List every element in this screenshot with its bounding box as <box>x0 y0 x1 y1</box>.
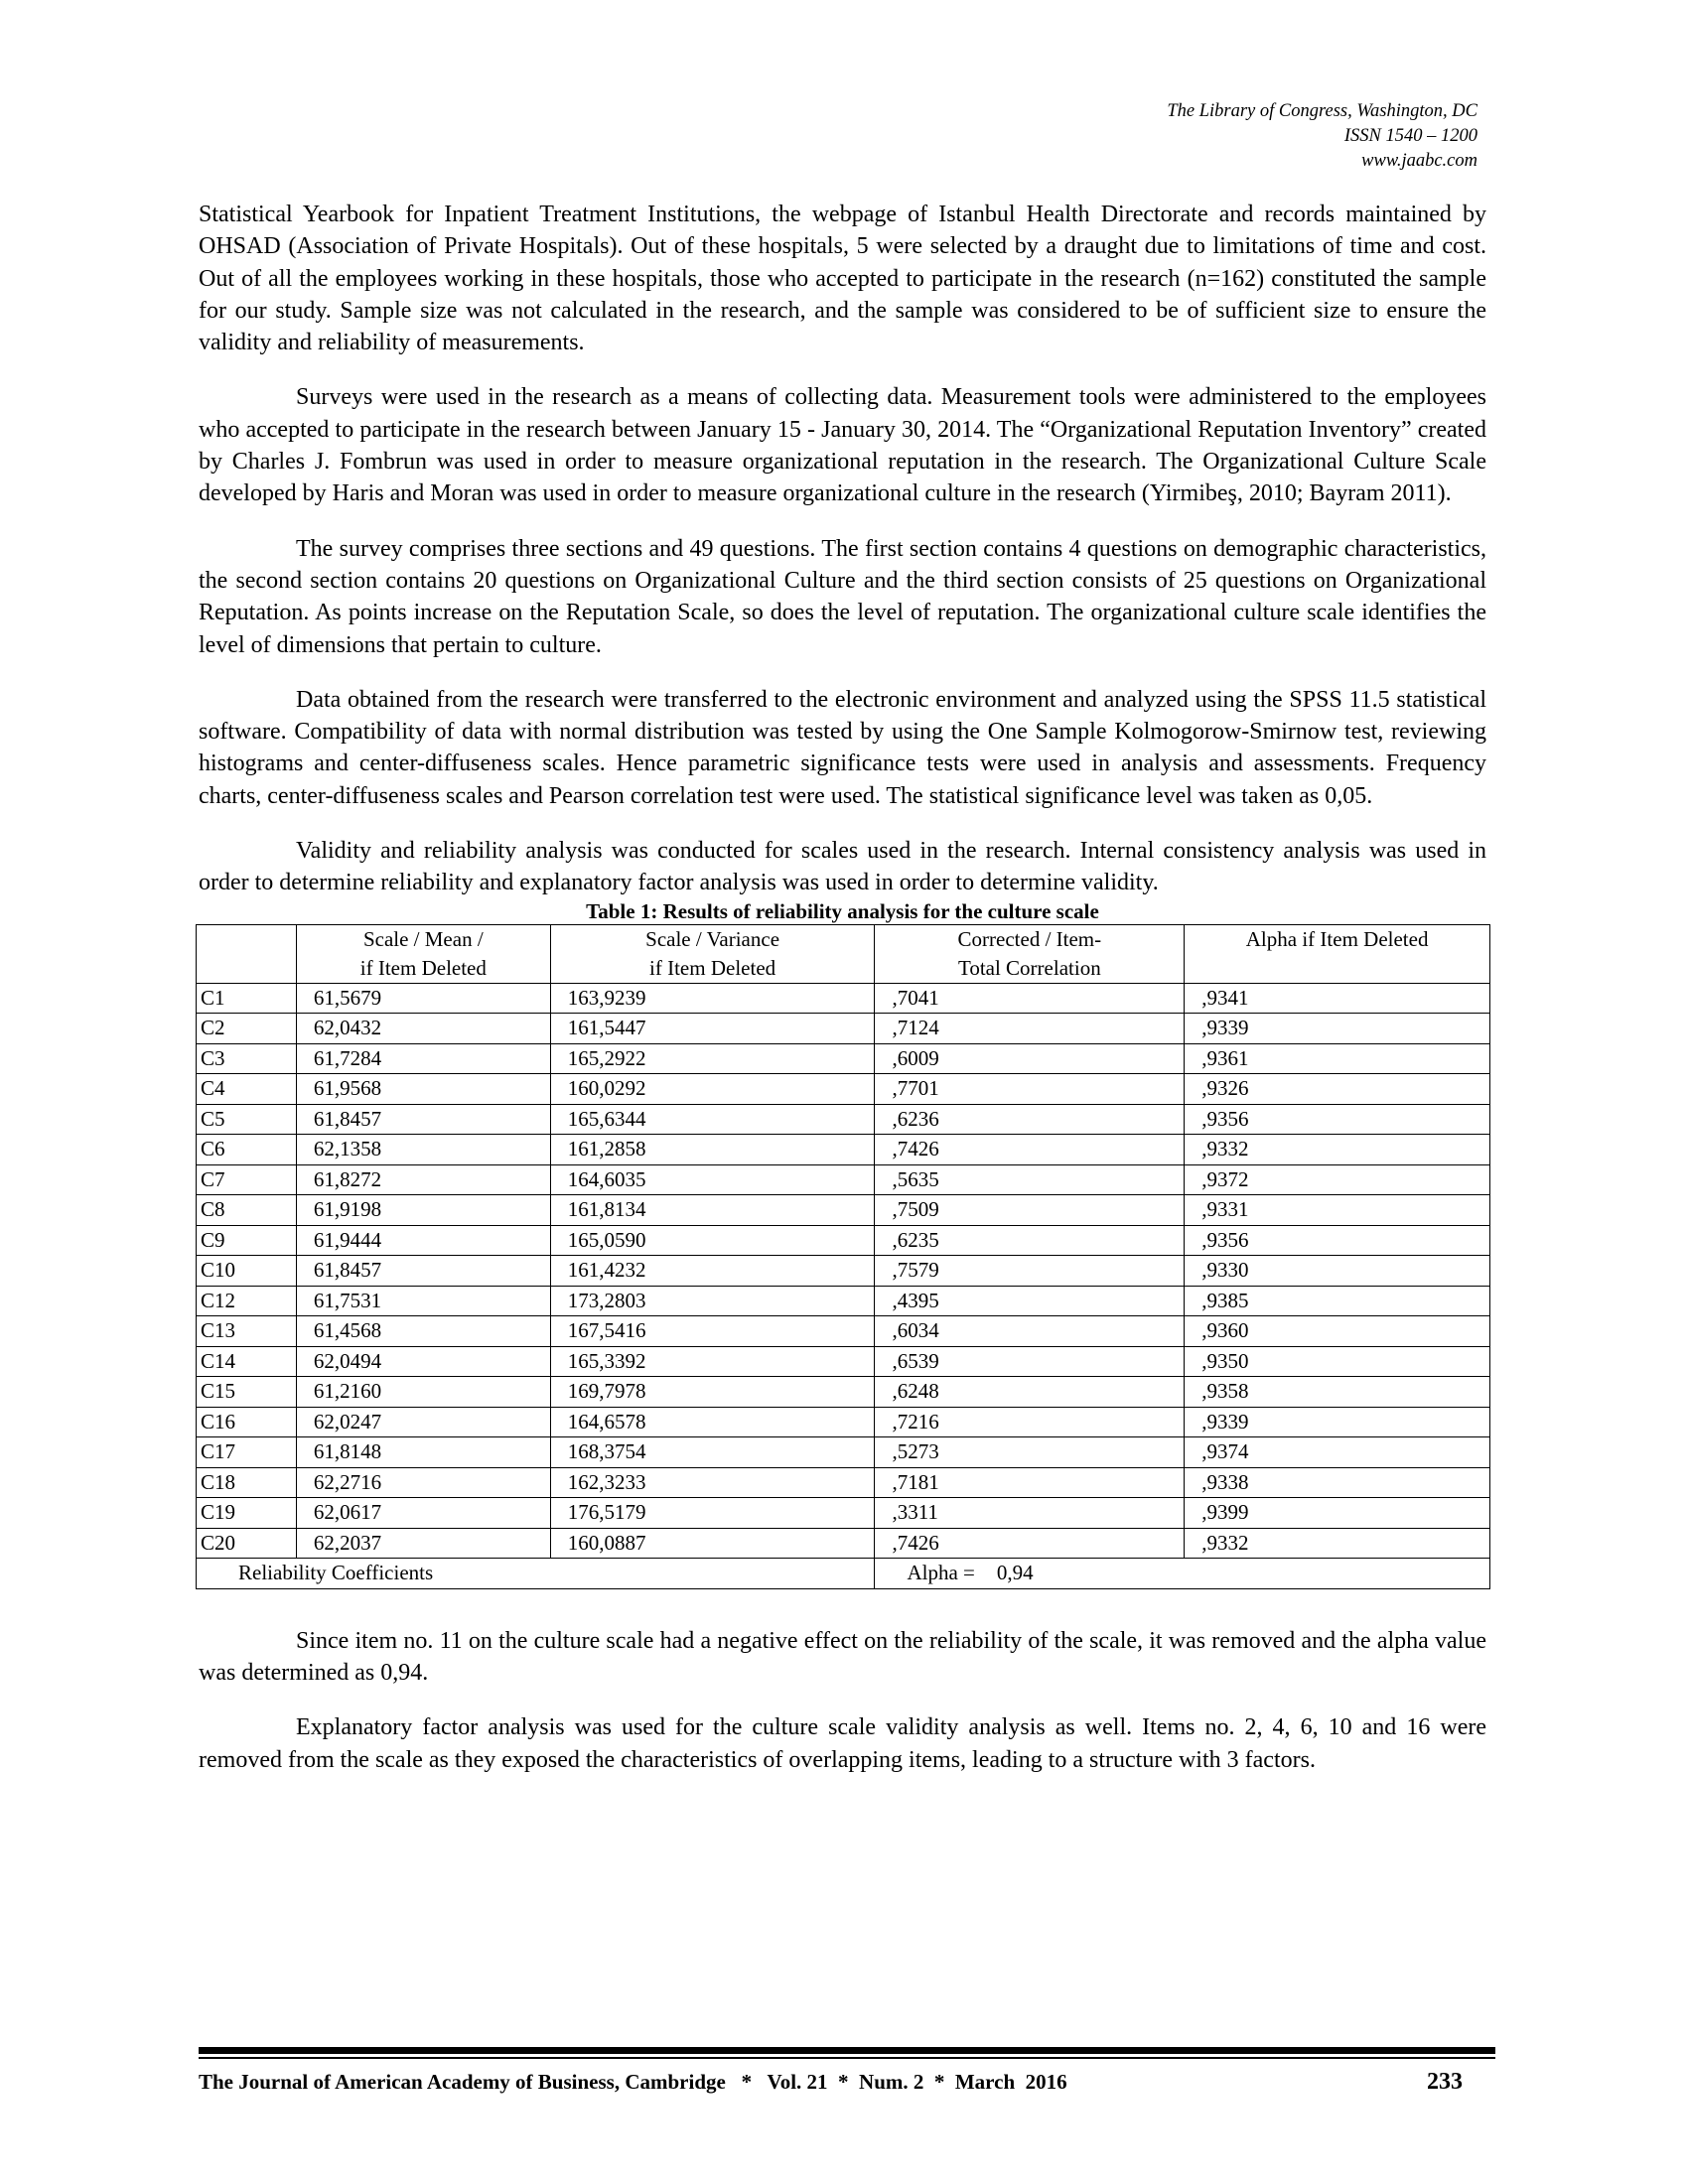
header-url: www.jaabc.com <box>1361 151 1477 171</box>
cell-item-total-correlation: ,7426 <box>875 1135 1185 1165</box>
header-scale-variance: Scale / Variance if Item Deleted <box>550 924 875 983</box>
cell-scale-mean: 62,2716 <box>296 1467 550 1498</box>
cell-item-total-correlation: ,4395 <box>875 1286 1185 1316</box>
table-row <box>197 1467 1490 1498</box>
cell-item-total-correlation: ,6248 <box>875 1377 1185 1408</box>
cell-item-total-correlation: ,7579 <box>875 1256 1185 1287</box>
cell-item-total-correlation: ,7426 <box>875 1528 1185 1559</box>
cell-alpha-if-deleted: ,9326 <box>1185 1074 1490 1105</box>
cell-item-id: C4 <box>197 1074 297 1105</box>
cell-item-id: C5 <box>197 1104 297 1135</box>
cell-item-id: C20 <box>197 1528 297 1559</box>
cell-scale-mean: 62,1358 <box>296 1135 550 1165</box>
cell-item-total-correlation: ,7124 <box>875 1014 1185 1044</box>
cell-scale-variance: 167,5416 <box>550 1316 875 1347</box>
cell-item-total-correlation: ,6539 <box>875 1346 1185 1377</box>
cell-alpha-if-deleted: ,9385 <box>1185 1286 1490 1316</box>
cell-scale-variance: 173,2803 <box>550 1286 875 1316</box>
cell-item-id: C17 <box>197 1437 297 1468</box>
cell-scale-variance: 176,5179 <box>550 1498 875 1529</box>
reliability-coefficients-label: Reliability Coefficients <box>197 1559 875 1589</box>
cell-item-id: C2 <box>197 1014 297 1044</box>
cell-item-id: C18 <box>197 1467 297 1498</box>
table-row <box>197 1043 1490 1074</box>
cell-alpha-if-deleted: ,9338 <box>1185 1467 1490 1498</box>
footer-rule-thick <box>199 2047 1495 2054</box>
cell-scale-variance: 162,3233 <box>550 1467 875 1498</box>
cell-scale-variance: 160,0887 <box>550 1528 875 1559</box>
cell-item-total-correlation: ,5273 <box>875 1437 1185 1468</box>
table-header-row <box>197 924 1490 983</box>
cell-alpha-if-deleted: ,9356 <box>1185 1225 1490 1256</box>
alpha-cell <box>875 1559 1490 1589</box>
cell-scale-variance: 163,9239 <box>550 983 875 1014</box>
cell-scale-mean: 62,0247 <box>296 1407 550 1437</box>
table-row <box>197 1164 1490 1195</box>
cell-alpha-if-deleted: ,9331 <box>1185 1195 1490 1226</box>
cell-item-total-correlation: ,7216 <box>875 1407 1185 1437</box>
cell-alpha-if-deleted: ,9361 <box>1185 1043 1490 1074</box>
table-row <box>197 1256 1490 1287</box>
cell-item-id: C1 <box>197 983 297 1014</box>
cell-scale-mean: 61,8457 <box>296 1104 550 1135</box>
footer-journal: The Journal of American Academy of Business, Cambridge * Vol. 21 * Num. 2 * March 2016 <box>199 2070 1067 2094</box>
cell-scale-mean: 62,0617 <box>296 1498 550 1529</box>
cell-item-id: C19 <box>197 1498 297 1529</box>
cell-scale-mean: 61,4568 <box>296 1316 550 1347</box>
cell-scale-mean: 62,0494 <box>296 1346 550 1377</box>
paragraph-survey-sections: The survey comprises three sections and 49 questions. The first section contains 4 questions on demographic characteristics, the second section contains 20 questions on Organizational Culture and the third section consists of 25 questions on Organizational Reputation. As points increase on the Reputation Scale, so does the level of reputation. The organizational culture scale identifies the level of dimensions that pertain to culture. <box>199 535 1486 658</box>
cell-item-id: C15 <box>197 1377 297 1408</box>
header-library: The Library of Congress, Washington, DC <box>1167 101 1477 121</box>
running-header <box>1167 99 1477 174</box>
table-row <box>197 1528 1490 1559</box>
cell-scale-variance: 161,4232 <box>550 1256 875 1287</box>
cell-alpha-if-deleted: ,9330 <box>1185 1256 1490 1287</box>
cell-alpha-if-deleted: ,9339 <box>1185 1407 1490 1437</box>
table-row <box>197 1074 1490 1105</box>
cell-item-id: C14 <box>197 1346 297 1377</box>
cell-item-total-correlation: ,6236 <box>875 1104 1185 1135</box>
paragraph-item-removal: Since item no. 11 on the culture scale had a negative effect on the reliability of the scale, it was removed and the alpha value was determined as 0,94. <box>199 1627 1486 1686</box>
cell-item-total-correlation: ,6034 <box>875 1316 1185 1347</box>
cell-scale-variance: 165,6344 <box>550 1104 875 1135</box>
cell-alpha-if-deleted: ,9399 <box>1185 1498 1490 1529</box>
cell-scale-mean: 61,5679 <box>296 983 550 1014</box>
cell-scale-variance: 161,5447 <box>550 1014 875 1044</box>
cell-scale-variance: 160,0292 <box>550 1074 875 1105</box>
table-row <box>197 1407 1490 1437</box>
cell-scale-variance: 165,0590 <box>550 1225 875 1256</box>
table-row <box>197 1014 1490 1044</box>
table-footer-row <box>197 1559 1490 1589</box>
cell-alpha-if-deleted: ,9374 <box>1185 1437 1490 1468</box>
table-row <box>197 983 1490 1014</box>
cell-item-id: C3 <box>197 1043 297 1074</box>
table-row <box>197 1225 1490 1256</box>
cell-item-id: C9 <box>197 1225 297 1256</box>
paragraph-surveys: Surveys were used in the research as a means of collecting data. Measurement tools were administered to the employees who accepted to participate in the research between January 15 - January 30, 2014. The “Organizational Reputation Inventory” created by Charles J. Fombrun was used in order to measure organizational reputation in the research. The Organizational Culture Scale developed by Haris and Moran was used in order to measure organizational culture in the research (Yirmibeş, 2010; Bayram 2011). <box>199 384 1486 507</box>
cell-item-id: C10 <box>197 1256 297 1287</box>
cell-item-id: C16 <box>197 1407 297 1437</box>
table-caption: Table 1: Results of reliability analysis for the culture scale <box>586 898 1099 923</box>
cell-item-id: C7 <box>197 1164 297 1195</box>
paragraph-data-analysis: Data obtained from the research were transferred to the electronic environment and analyzed using the SPSS 11.5 statistical software. Compatibility of data with normal distribution was tested by using the One Sample Kolmogorow-Smirnow test, reviewing histograms and center-diffuseness scales. Hence parametric significance tests were used in analysis and assessments. Frequency charts, center-diffuseness scales and Pearson correlation test were used. The statistical significance level was taken as 0,05. <box>199 686 1486 809</box>
paragraph-validity: Validity and reliability analysis was conducted for scales used in the research. Internal consistency analysis was used in order to determine reliability and explanatory factor analysis was used in order to determine validity. <box>199 838 1486 896</box>
cell-item-total-correlation: ,6235 <box>875 1225 1185 1256</box>
cell-scale-variance: 165,3392 <box>550 1346 875 1377</box>
cell-scale-variance: 169,7978 <box>550 1377 875 1408</box>
table-row <box>197 1498 1490 1529</box>
cell-scale-mean: 62,2037 <box>296 1528 550 1559</box>
alpha-value: 0,94 <box>996 1561 1034 1585</box>
cell-alpha-if-deleted: ,9341 <box>1185 983 1490 1014</box>
cell-item-total-correlation: ,3311 <box>875 1498 1185 1529</box>
cell-item-id: C12 <box>197 1286 297 1316</box>
header-item-cell <box>197 924 297 983</box>
cell-scale-mean: 61,8272 <box>296 1164 550 1195</box>
cell-item-total-correlation: ,7701 <box>875 1074 1185 1105</box>
header-item-total-correlation: Corrected / Item- Total Correlation <box>875 924 1185 983</box>
cell-scale-mean: 61,7284 <box>296 1043 550 1074</box>
cell-item-id: C6 <box>197 1135 297 1165</box>
cell-item-total-correlation: ,6009 <box>875 1043 1185 1074</box>
paragraph-sample: Statistical Yearbook for Inpatient Treatment Institutions, the webpage of Istanbul Health Directorate and records maintained by OHSAD (Association of Private Hospitals). Out of these hospitals, 5 were selected by a draught due to limitations of time and cost. Out of all the employees working in these hospitals, those who accepted to participate in the research (n=162) constituted the sample for our study. Sample size was not calculated in the research, and the sample was considered to be of sufficient size to ensure the validity and reliability of measurements. <box>199 202 1486 356</box>
alpha-label: Alpha = <box>907 1561 975 1585</box>
table-row <box>197 1346 1490 1377</box>
header-alpha-if-deleted: Alpha if Item Deleted <box>1185 924 1490 983</box>
header-issn: ISSN 1540 – 1200 <box>1343 126 1477 146</box>
cell-item-id: C8 <box>197 1195 297 1226</box>
paragraph-factor-analysis: Explanatory factor analysis was used for the culture scale validity analysis as well. Items no. 2, 4, 6, 10 and 16 were removed from the scale as they exposed the characteristics of overlapping items, leading to a structure with 3 factors. <box>199 1714 1486 1773</box>
cell-scale-mean: 61,2160 <box>296 1377 550 1408</box>
table-row <box>197 1195 1490 1226</box>
cell-scale-variance: 168,3754 <box>550 1437 875 1468</box>
page-number: 233 <box>1427 2069 1463 2095</box>
table-row <box>197 1437 1490 1468</box>
cell-scale-mean: 61,9568 <box>296 1074 550 1105</box>
cell-scale-mean: 61,8457 <box>296 1256 550 1287</box>
cell-scale-variance: 161,8134 <box>550 1195 875 1226</box>
table-body <box>197 983 1490 1559</box>
cell-scale-variance: 165,2922 <box>550 1043 875 1074</box>
reliability-table <box>196 924 1490 1589</box>
table-row <box>197 1316 1490 1347</box>
cell-scale-mean: 61,9198 <box>296 1195 550 1226</box>
table-row <box>197 1104 1490 1135</box>
cell-scale-variance: 164,6578 <box>550 1407 875 1437</box>
cell-item-total-correlation: ,7509 <box>875 1195 1185 1226</box>
cell-scale-variance: 164,6035 <box>550 1164 875 1195</box>
cell-alpha-if-deleted: ,9356 <box>1185 1104 1490 1135</box>
cell-scale-mean: 61,9444 <box>296 1225 550 1256</box>
table-row <box>197 1286 1490 1316</box>
cell-scale-mean: 61,8148 <box>296 1437 550 1468</box>
table-row <box>197 1377 1490 1408</box>
cell-alpha-if-deleted: ,9339 <box>1185 1014 1490 1044</box>
table-row <box>197 1135 1490 1165</box>
cell-item-total-correlation: ,5635 <box>875 1164 1185 1195</box>
page-footer <box>199 2064 1495 2100</box>
cell-item-total-correlation: ,7041 <box>875 983 1185 1014</box>
header-scale-mean: Scale / Mean / if Item Deleted <box>296 924 550 983</box>
cell-alpha-if-deleted: ,9372 <box>1185 1164 1490 1195</box>
cell-item-total-correlation: ,7181 <box>875 1467 1185 1498</box>
cell-alpha-if-deleted: ,9332 <box>1185 1135 1490 1165</box>
cell-alpha-if-deleted: ,9350 <box>1185 1346 1490 1377</box>
footer-rule-thin <box>199 2057 1495 2059</box>
page-body <box>199 199 1486 1799</box>
cell-alpha-if-deleted: ,9332 <box>1185 1528 1490 1559</box>
cell-scale-mean: 61,7531 <box>296 1286 550 1316</box>
cell-scale-mean: 62,0432 <box>296 1014 550 1044</box>
cell-scale-variance: 161,2858 <box>550 1135 875 1165</box>
cell-alpha-if-deleted: ,9358 <box>1185 1377 1490 1408</box>
cell-item-id: C13 <box>197 1316 297 1347</box>
cell-alpha-if-deleted: ,9360 <box>1185 1316 1490 1347</box>
